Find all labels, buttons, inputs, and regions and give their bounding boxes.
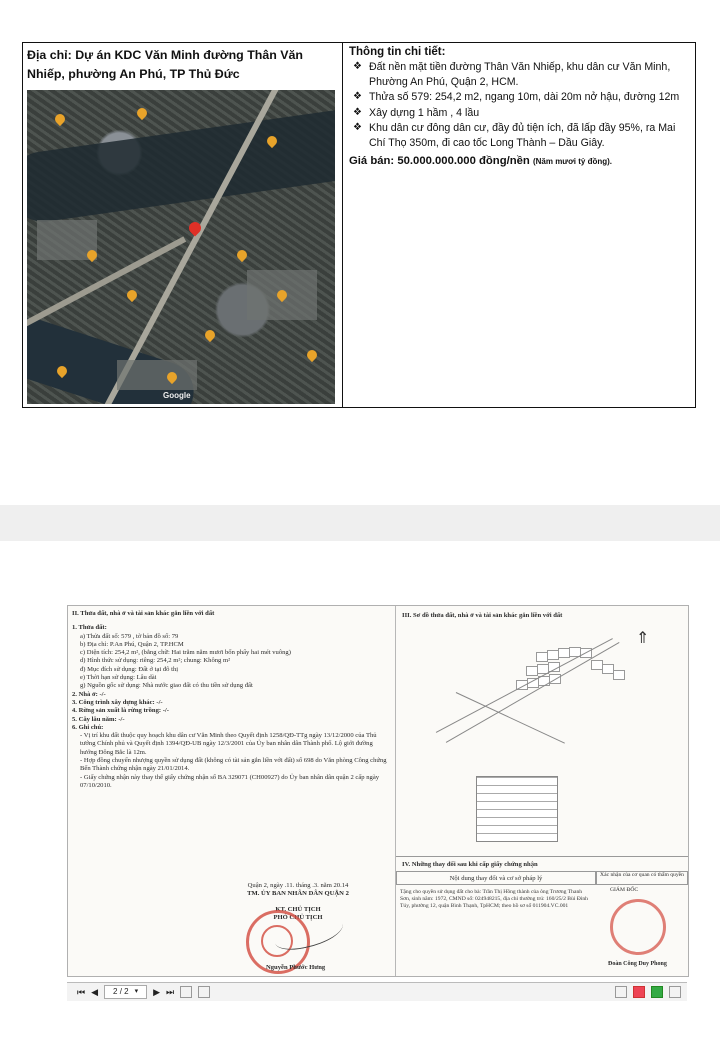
cert-line: a) Thửa đất số: 579 , tờ bản đồ số: 79 — [80, 632, 179, 640]
change-entry: Tặng cho quyền sử dụng đất cho bà: Trần Thị Hồng thành của ông Trương Thanh Sơn, sinh năm: 1972, CMND số: 024948215, địa chỉ thường trú: 160/25/2 Bùi Đình Túy, phường 12, quận Bình Thạnh, TpHCM; theo hồ sơ số 011904.VC.001 — [400, 889, 588, 909]
changes-col-content: Nội dung thay đổi và cơ sở pháp lý — [396, 871, 596, 885]
bullet-icon: ❖ — [353, 91, 362, 102]
last-page-icon[interactable]: ⏭ — [166, 986, 175, 997]
vice-chair-title: PHÓ CHỦ TỊCH — [273, 914, 323, 921]
fit-page-icon[interactable] — [669, 985, 681, 999]
map-pin-icon — [125, 288, 139, 302]
cert-note: - Vị trí khu đất thuộc quy hoạch khu dân cư Văn Minh theo Quyết định 1258/QĐ-TTg ngày 13/12/2000 của Thủ tướng Chính phủ và Quyết định 1394/QĐ-UB ngày 12/3/2001 của Ủy ban nhân dân Thành phố. Lộ giới đường hướng Đông Bắc là 12m. — [80, 732, 377, 756]
cert-line: e) Thời hạn sử dụng: Lâu dài — [80, 674, 157, 682]
cert-line: 3. Công trình xây dựng khác: -/- — [72, 698, 163, 706]
section-title: II. Thửa đất, nhà ở và tài sản khác gắn liền với đất — [72, 610, 215, 617]
certificate-land-section — [68, 606, 396, 976]
listing-page — [0, 0, 720, 505]
property-address: Địa chỉ: Dự án KDC Văn Minh đường Thân Văn Nhiếp, phường An Phú, TP Thủ Đức — [27, 48, 303, 81]
zoom-icon[interactable] — [615, 985, 627, 999]
price-in-words: (Năm mươi tỷ đồng). — [532, 157, 613, 166]
price — [349, 155, 689, 167]
print-icon[interactable] — [180, 985, 192, 999]
detail-item: ❖ Thửa số 579: 254,2 m2, ngang 10m, dài 20m nở hậu, đường 12m — [353, 91, 680, 103]
save-icon[interactable] — [198, 985, 210, 999]
map-pin-icon — [305, 348, 319, 362]
director-name: Đoàn Công Duy Phong — [608, 961, 667, 967]
cert-line: g) Nguồn gốc sử dụng: Nhà nước giao đất có thu tiền sử dụng đất — [80, 682, 253, 690]
map-pin-icon — [203, 328, 217, 342]
changes-table — [396, 856, 688, 977]
map-pin-icon — [53, 112, 67, 126]
address-column — [23, 43, 343, 407]
details-list — [349, 60, 689, 150]
detail-item: ❖ Đất nền mặt tiền đường Thân Văn Nhiếp, khu dân cư Văn Minh, Phường An Phú, Quận 2, HCM. — [353, 61, 671, 88]
cert-line: 4. Rừng sản xuất là rừng trồng: -/- — [72, 707, 169, 715]
cert-line: d) Hình thức sử dụng: riêng: 254,2 m²; chung: Không m² — [80, 657, 231, 665]
detail-item: ❖ Xây dựng 1 hầm , 4 lầu — [353, 106, 480, 119]
bullet-icon: ❖ — [353, 106, 362, 118]
first-page-icon[interactable]: ⏮ — [77, 986, 86, 997]
next-page-icon[interactable]: ▶ — [153, 986, 161, 997]
cert-note: - Giấy chứng nhận này thay thế giấy chứng nhận số BA 329071 (CH00927) do Ủy ban nhân dân quận 2 cấp ngày 07/10/2010. — [80, 773, 380, 789]
export-icon[interactable] — [651, 985, 663, 999]
kt-title: KT. CHỦ TỊCH — [275, 906, 321, 913]
issuing-authority: TM. ỦY BAN NHÂN DÂN QUẬN 2 — [247, 890, 349, 897]
map-pin-icon — [135, 106, 149, 120]
map-watermark: Google — [163, 391, 191, 400]
page-selector[interactable] — [104, 985, 147, 999]
map-pin-icon — [235, 248, 249, 262]
prev-page-icon[interactable]: ◀ — [91, 986, 99, 997]
cert-line: 5. Cây lâu năm: -/- — [72, 715, 125, 723]
details-column — [343, 43, 695, 407]
pdf-viewer-toolbar — [67, 982, 687, 1001]
details-title: Thông tin chi tiết: — [349, 46, 446, 58]
satellite-map-image — [27, 90, 335, 404]
cert-line: c) Diện tích: 254,2 m², (bằng chữ: Hai trăm năm mươi bốn phẩy hai mét vuông) — [80, 649, 291, 657]
certificate-page — [0, 541, 720, 1042]
signer-name: Nguyễn Phước Hưng — [266, 964, 326, 971]
director-title: GIÁM ĐỐC — [610, 887, 639, 893]
bullet-icon: ❖ — [353, 61, 362, 72]
chevron-down-icon: ▾ — [134, 988, 139, 995]
cert-line: 2. Nhà ở: -/- — [72, 690, 106, 698]
certificate-diagram-section — [396, 606, 688, 976]
price-label: Giá bán: 50.000.000.000 đồng/nền — [349, 155, 530, 167]
signature-block — [218, 882, 378, 922]
land-use-certificate-scan — [67, 605, 689, 977]
changes-col-confirm: Xác nhận của cơ quan có thẩm quyền — [596, 871, 688, 885]
cert-line: b) Địa chỉ: P.An Phú, Quận 2, TP.HCM — [80, 640, 184, 648]
cert-line: 6. Ghi chú: — [72, 723, 104, 731]
page-indicator: 2 / 2 — [113, 987, 129, 996]
cert-line: đ) Mục đích sử dụng: Đất ở tại đô thị — [80, 665, 179, 673]
issue-date: Quận 2, ngày .11. tháng .3. năm 20.14 — [247, 882, 349, 889]
changes-title: IV. Những thay đổi sau khi cấp giấy chứng nhận — [402, 861, 538, 868]
cert-line: 1. Thửa đất: — [72, 624, 107, 632]
bullet-icon: ❖ — [353, 122, 362, 133]
pdf-icon[interactable] — [633, 985, 645, 999]
listing-table — [22, 42, 696, 408]
detail-item: ❖ Khu dân cư đông dân cư, đầy đủ tiện ích, đã lấp đầy 95%, ra Mai Chí Thọ 350m, đi cao tốc Long Thành – Dầu Giây. — [353, 122, 676, 149]
red-seal-icon — [610, 899, 666, 955]
diagram-title: III. Sơ đồ thửa đất, nhà ở và tài sản khác gắn liền với đất — [402, 612, 563, 619]
plot-diagram — [416, 632, 656, 752]
cert-note: - Hợp đồng chuyển nhượng quyền sử dụng đất (không có tài sản gắn liền với đất) số 698 do Văn phòng Công chứng Bến Thành chứng nhận ngày 21/01/2014. — [80, 757, 387, 773]
north-arrow-icon: ⇑ — [636, 630, 650, 647]
coordinates-table — [476, 776, 558, 842]
